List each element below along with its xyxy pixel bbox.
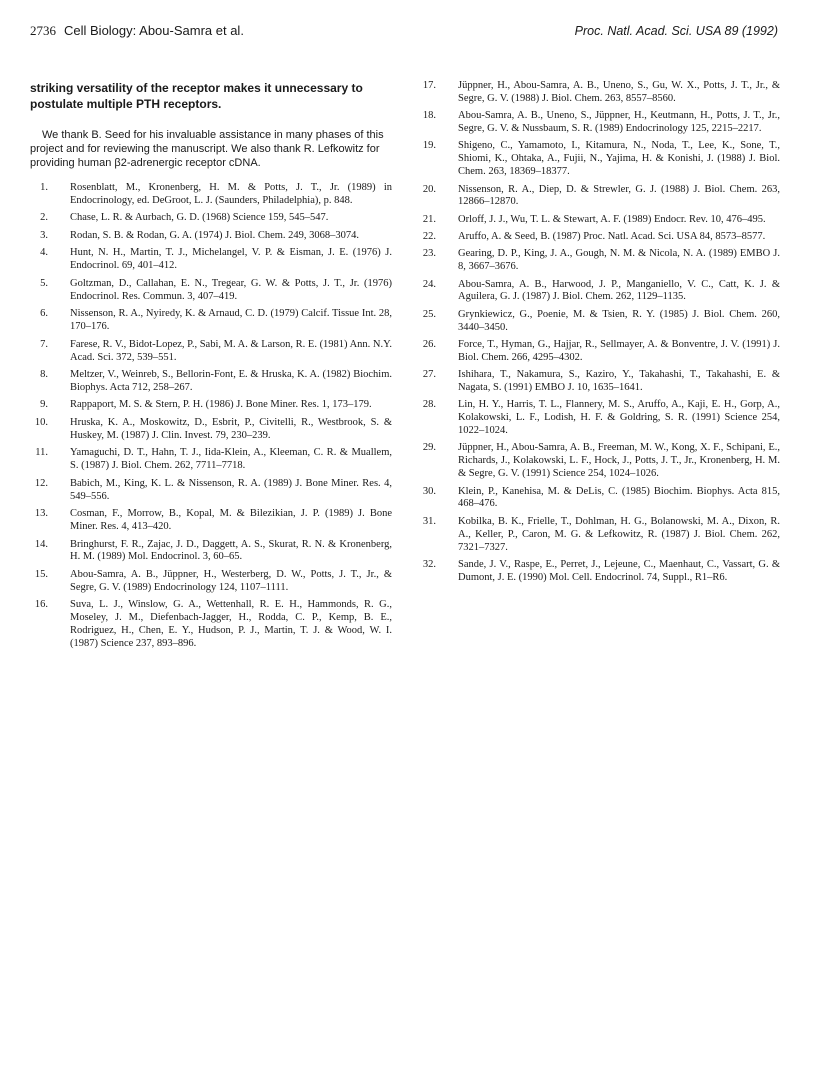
reference-text: Farese, R. V., Bidot-Lopez, P., Sabi, M. A. & Larson, R. E. (1981) Ann. N.Y. Acad. Sci. 372, 539–551. bbox=[70, 338, 392, 363]
reference-number: 9. bbox=[40, 399, 48, 411]
reference-item bbox=[418, 516, 780, 555]
reference-text: Aruffo, A. & Seed, B. (1987) Proc. Natl. Acad. Sci. USA 84, 8573–8577. bbox=[458, 231, 766, 243]
reference-text: Nissenson, R. A., Diep, D. & Strewler, G. J. (1988) J. Biol. Chem. 263, 12866–12870. bbox=[458, 183, 780, 208]
reference-number: 27. bbox=[422, 369, 436, 381]
reference-item bbox=[30, 212, 392, 225]
reference-item bbox=[418, 369, 780, 395]
reference-text: Force, T., Hyman, G., Hajjar, R., Sellmayer, A. & Bonventre, J. V. (1991) J. Biol. Chem. 266, 4295–4302. bbox=[458, 338, 780, 363]
reference-item bbox=[30, 182, 392, 208]
reference-text: Lin, H. Y., Harris, T. L., Flannery, M. S., Aruffo, A., Kaji, E. H., Gorp, A., Kolakowski, L. F., Lodish, H. F. & Goldring, S. R. (1991) Science 254, 1022–1024. bbox=[458, 399, 780, 437]
reference-text: Jüppner, H., Abou-Samra, A. B., Uneno, S., Gu, W. X., Potts, J. T., Jr., & Segre, G. V. (1988) J. Biol. Chem. 263, 8557–8560. bbox=[458, 80, 780, 104]
reference-number: 5. bbox=[40, 277, 48, 289]
reference-number: 3. bbox=[40, 229, 48, 241]
reference-text: Abou-Samra, A. B., Harwood, J. P., Manganiello, V. C., Catt, K. J. & Aguilera, G. J. (1987) J. Biol. Chem. 262, 1129–1135. bbox=[458, 278, 780, 303]
reference-number: 30. bbox=[422, 485, 436, 497]
reference-number: 29. bbox=[422, 442, 436, 454]
reference-item bbox=[418, 339, 780, 365]
reference-item bbox=[30, 539, 392, 565]
reference-number: 28. bbox=[422, 399, 436, 411]
reference-item bbox=[418, 399, 780, 438]
reference-number: 10. bbox=[34, 416, 48, 428]
reference-number: 2. bbox=[40, 212, 48, 224]
reference-number: 20. bbox=[422, 183, 436, 195]
reference-item bbox=[30, 417, 392, 443]
reference-text: Abou-Samra, A. B., Jüppner, H., Westerberg, D. W., Potts, J. T., Jr., & Segre, G. V. (1989) Endocrinology 124, 1107–1111. bbox=[70, 568, 392, 593]
reference-number: 24. bbox=[422, 278, 436, 290]
reference-number: 1. bbox=[40, 182, 48, 193]
reference-item bbox=[418, 279, 780, 305]
reference-text: Hunt, N. H., Martin, T. J., Michelangel, V. P. & Eisman, J. E. (1976) J. Endocrinol. 69, 401–412. bbox=[70, 247, 392, 272]
reference-item bbox=[30, 230, 392, 243]
reference-item bbox=[418, 231, 780, 244]
reference-number: 14. bbox=[34, 538, 48, 550]
reference-number: 19. bbox=[422, 140, 436, 152]
reference-text: Hruska, K. A., Moskowitz, D., Esbrit, P., Civitelli, R., Westbrook, S. & Huskey, M. (1987) J. Clin. Invest. 79, 230–239. bbox=[70, 416, 392, 441]
reference-text: Grynkiewicz, G., Poenie, M. & Tsien, R. Y. (1985) J. Biol. Chem. 260, 3440–3450. bbox=[458, 308, 780, 333]
reference-text: Cosman, F., Morrow, B., Kopal, M. & Bilezikian, J. P. (1989) J. Bone Miner. Res. 4, 413–420. bbox=[70, 508, 392, 533]
reference-item bbox=[418, 110, 780, 136]
reference-text: Orloff, J. J., Wu, T. L. & Stewart, A. F. (1989) Endocr. Rev. 10, 476–495. bbox=[458, 213, 766, 225]
reference-text: Ishihara, T., Nakamura, S., Kaziro, Y., Takahashi, T., Takahashi, E. & Nagata, S. (1991) EMBO J. 10, 1635–1641. bbox=[458, 369, 780, 394]
reference-text: Bringhurst, F. R., Zajac, J. D., Daggett, A. S., Skurat, R. N. & Kronenberg, H. M. (1989) Mol. Endocrinol. 3, 60–65. bbox=[70, 538, 392, 563]
reference-text: Goltzman, D., Callahan, E. N., Tregear, G. W. & Potts, J. T., Jr. (1976) Endocrinol. Res. Commun. 3, 407–419. bbox=[70, 277, 392, 302]
reference-text: Babich, M., King, K. L. & Nissenson, R. A. (1989) J. Bone Miner. Res. 4, 549–556. bbox=[70, 477, 392, 502]
reference-number: 13. bbox=[34, 508, 48, 520]
reference-item bbox=[418, 442, 780, 481]
right-column bbox=[418, 80, 780, 589]
reference-text: Chase, L. R. & Aurbach, G. D. (1968) Science 159, 545–547. bbox=[70, 212, 329, 224]
reference-text: Shigeno, C., Yamamoto, I., Kitamura, N., Noda, T., Lee, K., Sone, T., Shiomi, K., Ohtaka, A., Fujii, N., Yajima, H. & Konishi, J. (1988) J. Biol. Chem. 263, 18369–18377. bbox=[458, 140, 780, 178]
reference-item bbox=[30, 508, 392, 534]
reference-item bbox=[30, 278, 392, 304]
reference-number: 31. bbox=[422, 515, 436, 527]
reference-number: 4. bbox=[40, 247, 48, 259]
reference-number: 15. bbox=[34, 568, 48, 580]
reference-number: 21. bbox=[422, 213, 436, 225]
reference-text: Rosenblatt, M., Kronenberg, H. M. & Potts, J. T., Jr. (1989) in Endocrinology, ed. DeGroot, L. J. (Saunders, Philadelphia), p. 848. bbox=[70, 182, 392, 206]
reference-number: 23. bbox=[422, 248, 436, 260]
reference-number: 26. bbox=[422, 338, 436, 350]
page-number: 2736 bbox=[30, 23, 56, 38]
reference-number: 25. bbox=[422, 308, 436, 320]
reference-number: 32. bbox=[422, 558, 436, 570]
reference-text: Nissenson, R. A., Nyiredy, K. & Arnaud, C. D. (1979) Calcif. Tissue Int. 28, 170–176. bbox=[70, 308, 392, 333]
reference-text: Yamaguchi, D. T., Hahn, T. J., Iida-Klein, A., Kleeman, C. R. & Muallem, S. (1987) J. Biol. Chem. 262, 7711–7718. bbox=[70, 447, 392, 472]
reference-text: Klein, P., Kanehisa, M. & DeLis, C. (1985) Biochim. Biophys. Acta 815, 468–476. bbox=[458, 485, 780, 510]
reference-item bbox=[30, 569, 392, 595]
reference-item bbox=[418, 184, 780, 210]
closing-paragraph: striking versatility of the receptor makes it unnecessary to postulate multiple PTH receptors. bbox=[30, 81, 363, 111]
reference-item bbox=[30, 478, 392, 504]
reference-item bbox=[30, 247, 392, 273]
reference-item bbox=[30, 308, 392, 334]
reference-item bbox=[418, 486, 780, 512]
reference-number: 16. bbox=[34, 599, 48, 611]
reference-text: Jüppner, H., Abou-Samra, A. B., Freeman, M. W., Kong, X. F., Schipani, E., Richards, J., Kolakowski, L. F., Hock, J., Potts, J. T., Jr., Kronenberg, H. M. & Segre, G. V. (1991) Science 254, 1024–1026. bbox=[458, 442, 780, 480]
reference-item bbox=[30, 447, 392, 473]
left-column bbox=[30, 80, 392, 656]
reference-item bbox=[30, 599, 392, 651]
reference-number: 7. bbox=[40, 338, 48, 350]
reference-text: Rodan, S. B. & Rodan, G. A. (1974) J. Biol. Chem. 249, 3068–3074. bbox=[70, 229, 360, 241]
reference-item bbox=[418, 214, 780, 227]
reference-item bbox=[30, 369, 392, 395]
reference-text: Gearing, D. P., King, J. A., Gough, N. M. & Nicola, N. A. (1989) EMBO J. 8, 3667–3676. bbox=[458, 248, 780, 273]
reference-number: 6. bbox=[40, 308, 48, 320]
reference-number: 18. bbox=[422, 110, 436, 122]
reference-text: Meltzer, V., Weinreb, S., Bellorin-Font, E. & Hruska, K. A. (1982) Biochim. Biophys. Acta 712, 258–267. bbox=[70, 369, 392, 393]
reference-text: Abou-Samra, A. B., Uneno, S., Jüppner, H., Keutmann, H., Potts, J. T., Jr., Segre, G. V. & Nussbaum, S. R. (1989) Endocrinology 125, 2215–2217. bbox=[458, 110, 780, 135]
reference-number: 17. bbox=[422, 80, 436, 91]
running-header bbox=[30, 23, 244, 39]
reference-item bbox=[418, 559, 780, 585]
reference-text: Kobilka, B. K., Frielle, T., Dohlman, H. G., Bolanowski, M. A., Dixon, R. A., Keller, P., Caron, M. G. & Lefkowitz, R. (1987) J. Biol. Chem. 262, 7321–7327. bbox=[458, 515, 780, 553]
reference-item bbox=[30, 399, 392, 412]
reference-item bbox=[418, 80, 780, 106]
acknowledgment: We thank B. Seed for his invaluable assistance in many phases of this project and for reviewing the manuscript. We also thank R. Lefkowitz for providing human β2-adrenergic receptor cDNA. bbox=[30, 129, 384, 169]
reference-number: 11. bbox=[35, 447, 48, 459]
reference-number: 8. bbox=[40, 369, 48, 381]
reference-item bbox=[418, 248, 780, 274]
reference-item bbox=[30, 339, 392, 365]
reference-text: Rappaport, M. S. & Stern, P. H. (1986) J. Bone Miner. Res. 1, 173–179. bbox=[70, 399, 372, 411]
reference-list-right bbox=[418, 80, 780, 585]
reference-text: Sande, J. V., Raspe, E., Perret, J., Lejeune, C., Maenhaut, C., Vassart, G. & Dumont, J. E. (1990) Mol. Cell. Endocrinol. 74, Suppl., R1–R6. bbox=[458, 558, 780, 583]
running-title: Cell Biology: Abou-Samra et al. bbox=[64, 23, 244, 38]
reference-list-left bbox=[30, 182, 392, 651]
reference-item bbox=[418, 309, 780, 335]
reference-number: 12. bbox=[34, 477, 48, 489]
reference-text: Suva, L. J., Winslow, G. A., Wettenhall, R. E. H., Hammonds, R. G., Moseley, J. M., Diefenbach-Jagger, H., Rodda, C. P., Kemp, B. E., Rodriguez, H., Chen, E. Y., Hudson, P. J., Martin, T. J. & Wood, W. I. (1987) Science 237, 893–896. bbox=[70, 599, 392, 650]
journal-citation: Proc. Natl. Acad. Sci. USA 89 (1992) bbox=[574, 24, 778, 38]
reference-number: 22. bbox=[422, 231, 436, 243]
reference-item bbox=[418, 140, 780, 179]
